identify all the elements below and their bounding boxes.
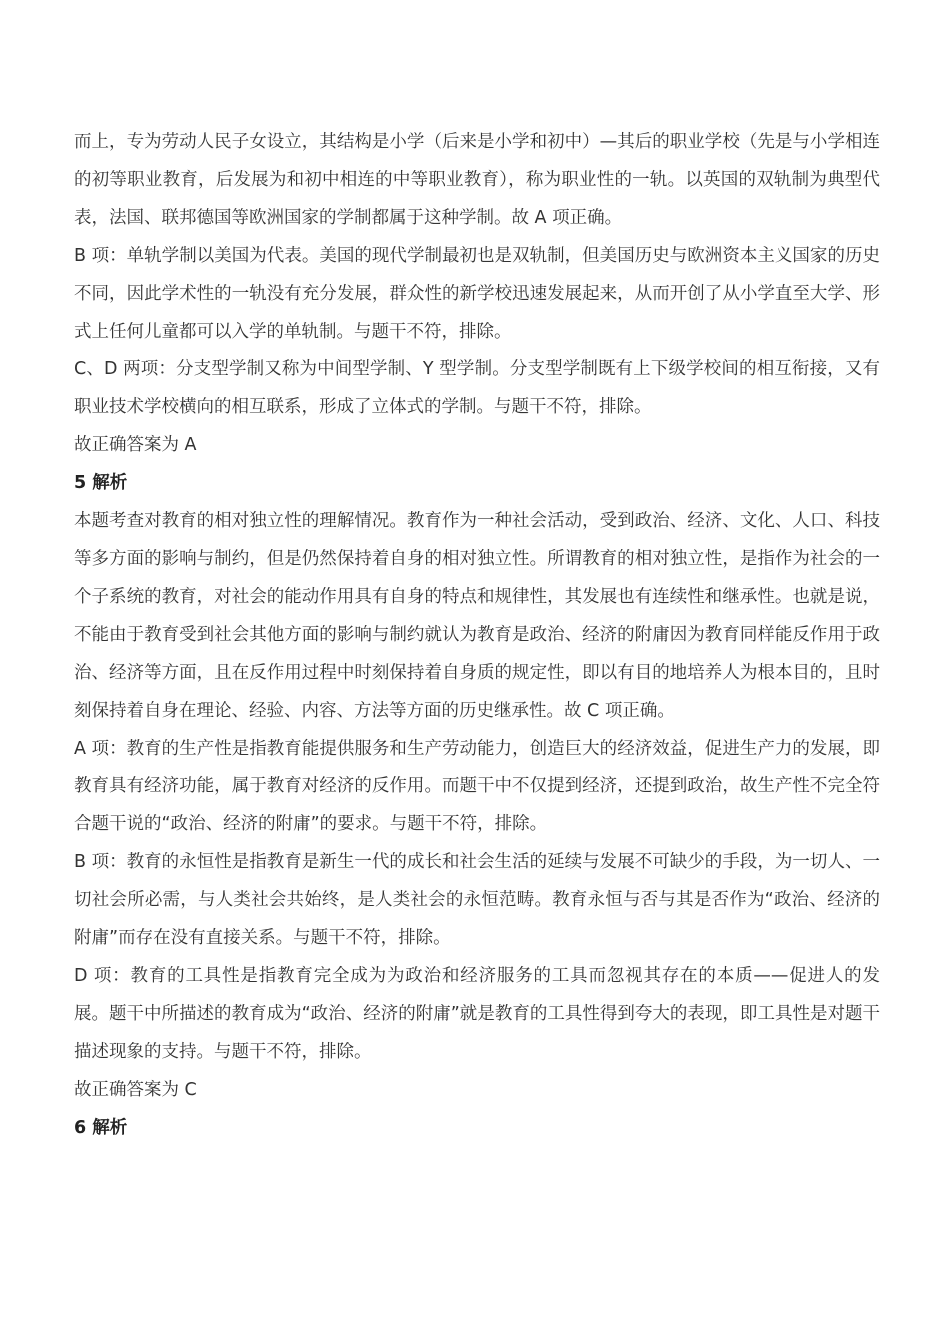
answer-paragraph-continued: 而上，专为劳动人民子女设立，其结构是小学（后来是小学和初中）—其后的职业学校（先是与小学相连的初等职业教育，后发展为和初中相连的中等职业教育），称为职业性的一轨。以英国的双轨制为典型代表，法国、联邦德国等欧洲国家的学制都属于这种学制。故 A 项正确。 bbox=[74, 132, 880, 228]
analysis-paragraph-option-b: B 项：教育的永恒性是指教育是新生一代的成长和社会生活的延续与发展不可缺少的手段，为一切人、一切社会所必需，与人类社会共始终，是人类社会的永恒范畴。教育永恒与否与其是否作为“政治、经济的附庸”而存在没有直接关系。与题干不符，排除。 bbox=[74, 852, 880, 949]
section-heading-5: 5 解析 bbox=[74, 473, 128, 494]
correct-answer-line: 故正确答案为 C bbox=[74, 1079, 197, 1100]
correct-answer-line: 故正确答案为 A bbox=[74, 435, 197, 456]
answer-paragraph-option-b: B 项：单轨学制以美国为代表。美国的现代学制最初也是双轨制，但美国历史与欧洲资本主义国家的历史不同，因此学术性的一轨没有充分发展，群众性的新学校迅速发展起来，从而开创了从小学直至大学、形式上任何儿童都可以入学的单轨制。与题干不符，排除。 bbox=[74, 245, 880, 342]
analysis-paragraph-option-d: D 项：教育的工具性是指教育完全成为为政治和经济服务的工具而忽视其存在的本质——促进人的发展。题干中所描述的教育成为“政治、经济的附庸”就是教育的工具性得到夸大的表现，即工具性是对题干描述现象的支持。与题干不符，排除。 bbox=[74, 965, 880, 1062]
analysis-paragraph-intro: 本题考查对教育的相对独立性的理解情况。教育作为一种社会活动，受到政治、经济、文化、人口、科技等多方面的影响与制约，但是仍然保持着自身的相对独立性。所谓教育的相对独立性，是指作为社会的一个子系统的教育，对社会的能动作用具有自身的特点和规律性，其发展也有连续性和继承性。也就是说，不能由于教育受到社会其他方面的影响与制约就认为教育是政治、经济的附庸因为教育同样能反作用于政治、经济等方面，且在反作用过程中时刻保持着自身质的规定性，即以有目的地培养人为根本目的，且时刻保持着自身在理论、经验、内容、方法等方面的历史继承性。故 C 项正确。 bbox=[74, 511, 880, 721]
analysis-paragraph-option-a: A 项：教育的生产性是指教育能提供服务和生产劳动能力，创造巨大的经济效益，促进生产力的发展，即教育具有经济功能，属于教育对经济的反作用。而题干中不仅提到经济，还提到政治，故生产性不完全符合题干说的“政治、经济的附庸”的要求。与题干不符，排除。 bbox=[74, 738, 880, 835]
section-heading-6: 6 解析 bbox=[74, 1117, 128, 1138]
answer-paragraph-option-cd: C、D 两项：分支型学制又称为中间型学制、Y 型学制。分支型学制既有上下级学校间的相互衔接，又有职业技术学校横向的相互联系，形成了立体式的学制。与题干不符，排除。 bbox=[74, 359, 880, 418]
document-page bbox=[74, 124, 880, 1147]
